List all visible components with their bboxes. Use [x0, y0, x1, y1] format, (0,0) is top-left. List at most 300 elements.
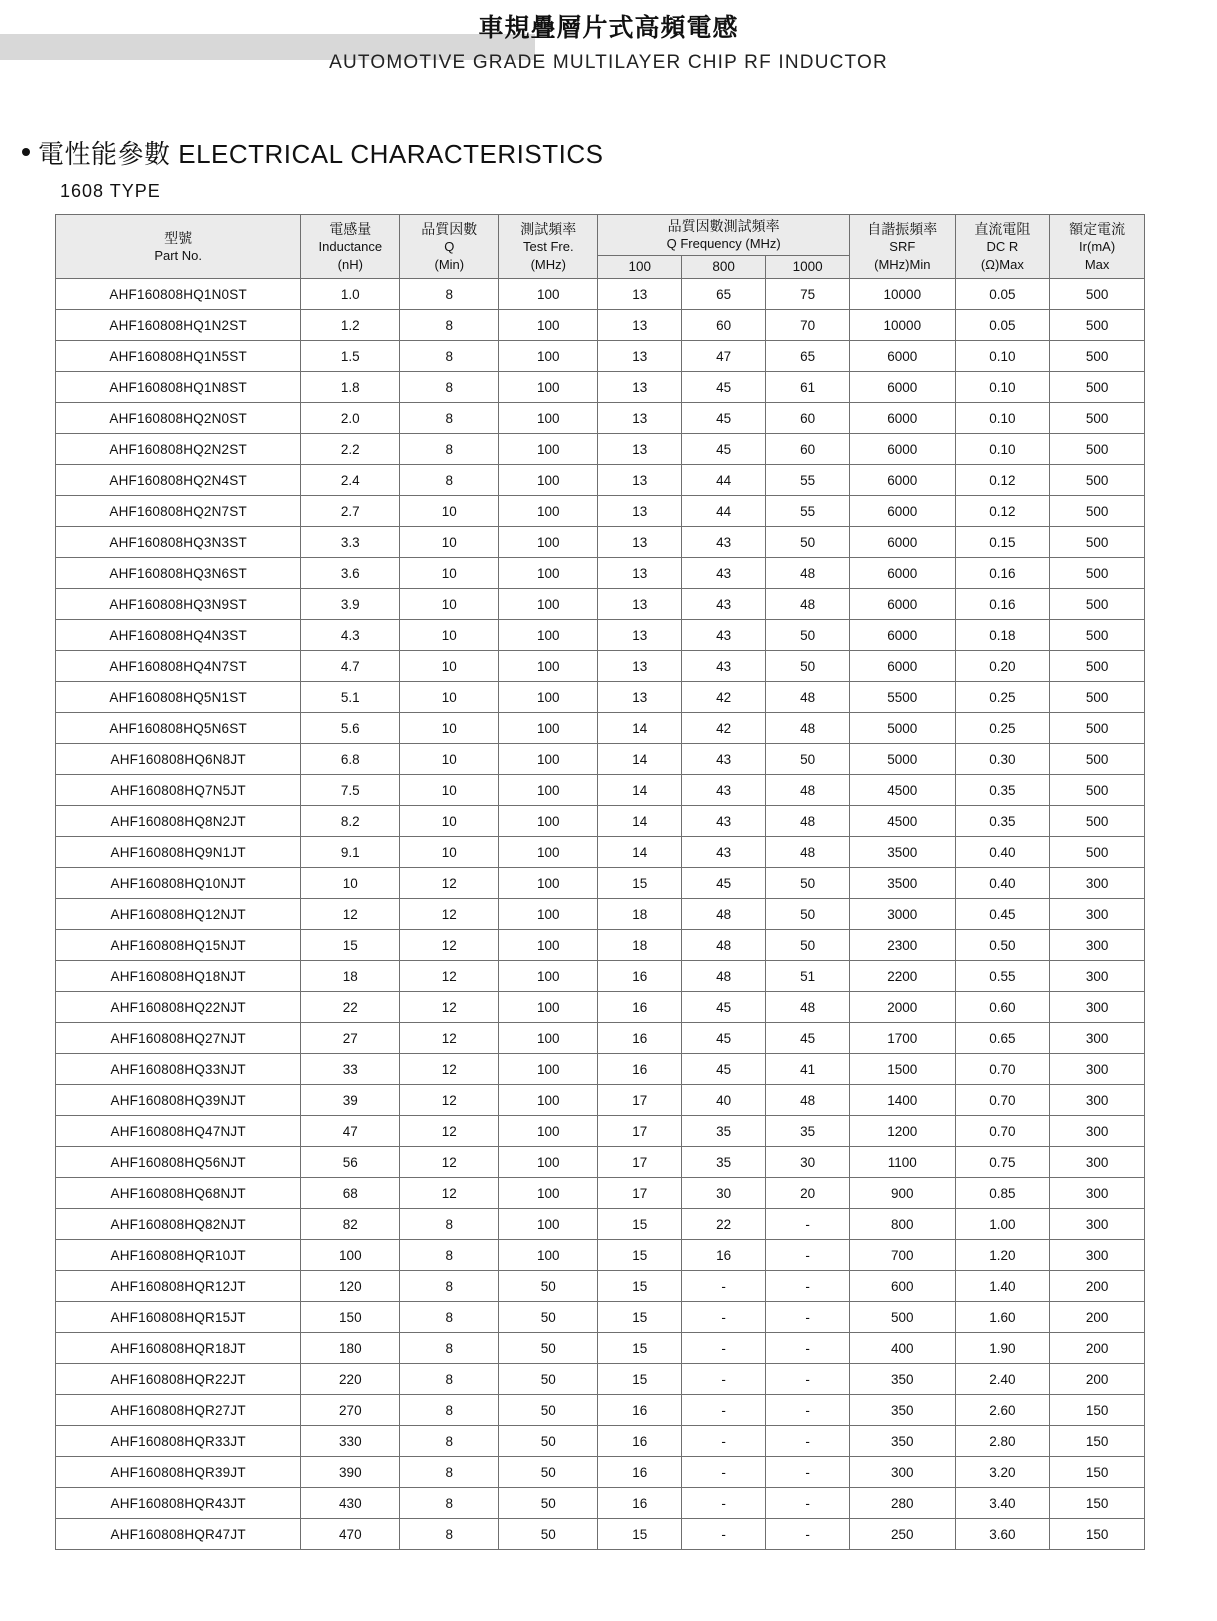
- cell-value: 10: [400, 775, 499, 806]
- cell-part-no: AHF160808HQ2N0ST: [56, 403, 301, 434]
- cell-value: 300: [1050, 899, 1145, 930]
- cell-value: 1.0: [301, 279, 400, 310]
- cell-value: -: [766, 1240, 850, 1271]
- header-q-frequency-1000: 1000: [766, 256, 850, 279]
- cell-value: 0.65: [955, 1023, 1050, 1054]
- cell-value: 16: [598, 1488, 682, 1519]
- cell-value: 100: [499, 1116, 598, 1147]
- cell-value: 22: [301, 992, 400, 1023]
- cell-value: -: [682, 1519, 766, 1550]
- cell-value: 0.75: [955, 1147, 1050, 1178]
- cell-value: 1700: [850, 1023, 955, 1054]
- cell-value: 48: [766, 682, 850, 713]
- header-rated-current-unit: Max: [1084, 256, 1110, 272]
- cell-value: 0.30: [955, 744, 1050, 775]
- cell-part-no: AHF160808HQ6N8JT: [56, 744, 301, 775]
- cell-value: 13: [598, 620, 682, 651]
- table-row: [56, 1395, 1145, 1426]
- cell-value: 50: [499, 1395, 598, 1426]
- cell-value: 10: [400, 744, 499, 775]
- cell-value: 100: [499, 589, 598, 620]
- cell-value: 100: [499, 744, 598, 775]
- cell-value: 22: [682, 1209, 766, 1240]
- cell-value: 1.20: [955, 1240, 1050, 1271]
- table-row: [56, 279, 1145, 310]
- cell-value: 250: [850, 1519, 955, 1550]
- cell-value: 12: [400, 1085, 499, 1116]
- cell-value: 1.90: [955, 1333, 1050, 1364]
- header-q-frequency-800: 800: [682, 256, 766, 279]
- cell-value: 3.3: [301, 527, 400, 558]
- cell-part-no: AHF160808HQR27JT: [56, 1395, 301, 1426]
- cell-part-no: AHF160808HQ2N7ST: [56, 496, 301, 527]
- cell-value: 5000: [850, 713, 955, 744]
- spec-table-wrap: [55, 214, 1155, 1550]
- cell-value: 8: [400, 310, 499, 341]
- cell-value: 350: [850, 1364, 955, 1395]
- table-row: [56, 713, 1145, 744]
- cell-part-no: AHF160808HQ12NJT: [56, 899, 301, 930]
- cell-value: 500: [1050, 434, 1145, 465]
- cell-value: 100: [499, 620, 598, 651]
- cell-value: 5.6: [301, 713, 400, 744]
- cell-value: -: [766, 1333, 850, 1364]
- cell-value: 17: [598, 1147, 682, 1178]
- cell-value: 8: [400, 1519, 499, 1550]
- header-q-frequency-100: 100: [598, 256, 682, 279]
- cell-value: 15: [598, 1240, 682, 1271]
- cell-value: 220: [301, 1364, 400, 1395]
- cell-value: 12: [400, 930, 499, 961]
- cell-value: 44: [682, 496, 766, 527]
- table-row: [56, 434, 1145, 465]
- cell-value: 7.5: [301, 775, 400, 806]
- cell-value: 2000: [850, 992, 955, 1023]
- cell-value: -: [682, 1333, 766, 1364]
- header-rated-current-cn: 額定電流: [1069, 220, 1126, 237]
- table-row: [56, 1364, 1145, 1395]
- cell-value: 13: [598, 279, 682, 310]
- cell-value: 470: [301, 1519, 400, 1550]
- cell-value: 8: [400, 1240, 499, 1271]
- cell-value: 43: [682, 837, 766, 868]
- cell-value: 16: [682, 1240, 766, 1271]
- cell-value: 100: [499, 868, 598, 899]
- header-srf-cn: 自諧振頻率: [867, 220, 938, 237]
- cell-value: 300: [1050, 1085, 1145, 1116]
- cell-value: 55: [766, 496, 850, 527]
- table-row: [56, 744, 1145, 775]
- cell-part-no: AHF160808HQR22JT: [56, 1364, 301, 1395]
- cell-value: 16: [598, 1395, 682, 1426]
- cell-value: 43: [682, 775, 766, 806]
- table-row: [56, 1302, 1145, 1333]
- cell-value: 100: [499, 403, 598, 434]
- cell-value: 0.16: [955, 589, 1050, 620]
- cell-value: 50: [499, 1426, 598, 1457]
- document-title-cn: 車規疊層片式高頻電感: [478, 13, 739, 42]
- header-dcr-unit: (Ω)Max: [980, 256, 1024, 272]
- cell-value: 48: [682, 961, 766, 992]
- cell-value: 5000: [850, 744, 955, 775]
- cell-value: 75: [766, 279, 850, 310]
- document-title-en: AUTOMOTIVE GRADE MULTILAYER CHIP RF INDUCTOR: [329, 52, 888, 73]
- cell-value: 6000: [850, 651, 955, 682]
- cell-value: 6000: [850, 589, 955, 620]
- cell-value: 60: [766, 434, 850, 465]
- cell-value: 12: [400, 1178, 499, 1209]
- electrical-characteristics-section: [0, 134, 1217, 202]
- cell-value: 6000: [850, 620, 955, 651]
- cell-value: 100: [499, 775, 598, 806]
- cell-part-no: AHF160808HQR47JT: [56, 1519, 301, 1550]
- cell-value: 8: [400, 403, 499, 434]
- cell-value: 2.7: [301, 496, 400, 527]
- cell-value: 48: [682, 899, 766, 930]
- cell-value: 17: [598, 1085, 682, 1116]
- cell-value: 2.0: [301, 403, 400, 434]
- cell-value: 15: [598, 1333, 682, 1364]
- cell-part-no: AHF160808HQ1N0ST: [56, 279, 301, 310]
- cell-value: 16: [598, 1054, 682, 1085]
- cell-value: 30: [766, 1147, 850, 1178]
- cell-value: 8.2: [301, 806, 400, 837]
- cell-value: 4.7: [301, 651, 400, 682]
- cell-part-no: AHF160808HQ9N1JT: [56, 837, 301, 868]
- cell-value: 8: [400, 1457, 499, 1488]
- cell-value: 10: [400, 837, 499, 868]
- cell-value: 350: [850, 1426, 955, 1457]
- cell-part-no: AHF160808HQR15JT: [56, 1302, 301, 1333]
- cell-value: 50: [766, 744, 850, 775]
- cell-value: 0.25: [955, 682, 1050, 713]
- cell-value: 100: [499, 806, 598, 837]
- cell-value: 45: [682, 403, 766, 434]
- cell-value: 6.8: [301, 744, 400, 775]
- cell-value: -: [682, 1271, 766, 1302]
- cell-value: 100: [499, 651, 598, 682]
- cell-value: 500: [1050, 713, 1145, 744]
- cell-value: 500: [1050, 837, 1145, 868]
- cell-part-no: AHF160808HQ82NJT: [56, 1209, 301, 1240]
- cell-value: 12: [400, 1147, 499, 1178]
- cell-value: 100: [499, 279, 598, 310]
- cell-value: 100: [499, 837, 598, 868]
- cell-value: 300: [850, 1457, 955, 1488]
- table-row: [56, 465, 1145, 496]
- table-row: [56, 1054, 1145, 1085]
- cell-value: 300: [1050, 930, 1145, 961]
- cell-value: 500: [1050, 589, 1145, 620]
- cell-value: 3.9: [301, 589, 400, 620]
- cell-value: 500: [1050, 310, 1145, 341]
- cell-value: 15: [598, 1271, 682, 1302]
- cell-value: 0.35: [955, 806, 1050, 837]
- table-row: [56, 372, 1145, 403]
- cell-value: 16: [598, 1426, 682, 1457]
- cell-part-no: AHF160808HQ39NJT: [56, 1085, 301, 1116]
- cell-value: 1.40: [955, 1271, 1050, 1302]
- table-row: [56, 1178, 1145, 1209]
- table-row: [56, 310, 1145, 341]
- cell-value: 100: [499, 434, 598, 465]
- cell-part-no: AHF160808HQ1N8ST: [56, 372, 301, 403]
- subsection-title: 1608 TYPE: [60, 181, 161, 201]
- cell-value: 390: [301, 1457, 400, 1488]
- header-dcr-en: DC R: [986, 238, 1019, 254]
- cell-value: 6000: [850, 434, 955, 465]
- cell-value: 12: [400, 899, 499, 930]
- cell-value: 900: [850, 1178, 955, 1209]
- header-test-frequency-unit: (MHz): [530, 256, 566, 272]
- cell-part-no: AHF160808HQ33NJT: [56, 1054, 301, 1085]
- header-dcr: [955, 215, 1050, 279]
- cell-value: 0.20: [955, 651, 1050, 682]
- cell-value: 9.1: [301, 837, 400, 868]
- cell-part-no: AHF160808HQR39JT: [56, 1457, 301, 1488]
- cell-part-no: AHF160808HQ18NJT: [56, 961, 301, 992]
- cell-value: 12: [400, 992, 499, 1023]
- cell-value: 100: [499, 961, 598, 992]
- cell-value: 47: [682, 341, 766, 372]
- cell-value: 51: [766, 961, 850, 992]
- cell-value: 2.2: [301, 434, 400, 465]
- table-row: [56, 1085, 1145, 1116]
- table-row: [56, 620, 1145, 651]
- cell-value: 300: [1050, 1178, 1145, 1209]
- cell-part-no: AHF160808HQ15NJT: [56, 930, 301, 961]
- cell-value: 270: [301, 1395, 400, 1426]
- cell-value: 47: [301, 1116, 400, 1147]
- table-row: [56, 682, 1145, 713]
- electrical-characteristics-table: [55, 214, 1145, 1550]
- table-row: [56, 1333, 1145, 1364]
- cell-value: 4.3: [301, 620, 400, 651]
- cell-value: 8: [400, 1426, 499, 1457]
- cell-value: 15: [598, 1209, 682, 1240]
- cell-value: 150: [1050, 1395, 1145, 1426]
- table-row: [56, 930, 1145, 961]
- header-test-frequency-cn: 測試頻率: [520, 220, 577, 237]
- cell-value: 0.70: [955, 1054, 1050, 1085]
- cell-value: 43: [682, 806, 766, 837]
- cell-value: 45: [682, 372, 766, 403]
- cell-value: 8: [400, 434, 499, 465]
- header-inductance-unit: (nH): [337, 256, 363, 272]
- cell-value: 0.55: [955, 961, 1050, 992]
- cell-value: 1.8: [301, 372, 400, 403]
- cell-value: 8: [400, 465, 499, 496]
- cell-value: 13: [598, 372, 682, 403]
- header-part-no-cn: 型號: [164, 229, 193, 246]
- cell-value: 12: [400, 868, 499, 899]
- cell-value: 10: [301, 868, 400, 899]
- cell-value: 500: [1050, 527, 1145, 558]
- cell-value: 0.10: [955, 434, 1050, 465]
- cell-value: 13: [598, 496, 682, 527]
- cell-value: 43: [682, 527, 766, 558]
- cell-value: 50: [499, 1364, 598, 1395]
- cell-value: 150: [1050, 1519, 1145, 1550]
- cell-value: 6000: [850, 372, 955, 403]
- cell-value: 3500: [850, 868, 955, 899]
- cell-value: -: [682, 1426, 766, 1457]
- header-rated-current: [1050, 215, 1145, 279]
- cell-value: 13: [598, 558, 682, 589]
- cell-value: 50: [766, 868, 850, 899]
- cell-value: 20: [766, 1178, 850, 1209]
- cell-value: 43: [682, 589, 766, 620]
- cell-value: 35: [682, 1116, 766, 1147]
- cell-value: 61: [766, 372, 850, 403]
- cell-value: 0.15: [955, 527, 1050, 558]
- cell-value: 100: [499, 1209, 598, 1240]
- cell-value: 60: [766, 403, 850, 434]
- cell-value: -: [682, 1457, 766, 1488]
- table-row: [56, 1023, 1145, 1054]
- table-row: [56, 806, 1145, 837]
- cell-value: 6000: [850, 465, 955, 496]
- cell-value: 10: [400, 713, 499, 744]
- header-q-cn: 品質因數: [421, 220, 478, 237]
- cell-value: 16: [598, 961, 682, 992]
- cell-part-no: AHF160808HQ4N7ST: [56, 651, 301, 682]
- cell-part-no: AHF160808HQ1N5ST: [56, 341, 301, 372]
- cell-value: 12: [400, 1023, 499, 1054]
- cell-value: 350: [850, 1395, 955, 1426]
- header-srf: [850, 215, 955, 279]
- cell-value: 45: [766, 1023, 850, 1054]
- cell-value: 500: [1050, 496, 1145, 527]
- cell-value: 1500: [850, 1054, 955, 1085]
- cell-value: 1.5: [301, 341, 400, 372]
- cell-value: -: [682, 1395, 766, 1426]
- cell-value: 500: [1050, 372, 1145, 403]
- cell-value: 700: [850, 1240, 955, 1271]
- cell-part-no: AHF160808HQ22NJT: [56, 992, 301, 1023]
- cell-value: 150: [1050, 1488, 1145, 1519]
- cell-value: 50: [766, 651, 850, 682]
- cell-part-no: AHF160808HQ1N2ST: [56, 310, 301, 341]
- cell-value: 500: [1050, 620, 1145, 651]
- cell-value: 3000: [850, 899, 955, 930]
- cell-value: 500: [1050, 744, 1145, 775]
- cell-value: 45: [682, 868, 766, 899]
- cell-value: 6000: [850, 527, 955, 558]
- cell-part-no: AHF160808HQ8N2JT: [56, 806, 301, 837]
- table-row: [56, 403, 1145, 434]
- cell-value: 55: [766, 465, 850, 496]
- cell-value: 14: [598, 837, 682, 868]
- table-row: [56, 961, 1145, 992]
- table-row: [56, 341, 1145, 372]
- cell-part-no: AHF160808HQ10NJT: [56, 868, 301, 899]
- table-row: [56, 496, 1145, 527]
- cell-value: 10: [400, 558, 499, 589]
- section-title: 電性能參數 ELECTRICAL CHARACTERISTICS: [38, 139, 604, 169]
- cell-value: 0.45: [955, 899, 1050, 930]
- cell-value: 8: [400, 1271, 499, 1302]
- cell-part-no: AHF160808HQR12JT: [56, 1271, 301, 1302]
- cell-value: -: [682, 1302, 766, 1333]
- cell-value: 50: [766, 620, 850, 651]
- cell-value: 100: [499, 341, 598, 372]
- cell-value: 100: [499, 930, 598, 961]
- cell-value: 500: [1050, 651, 1145, 682]
- cell-value: 13: [598, 682, 682, 713]
- cell-value: 1200: [850, 1116, 955, 1147]
- cell-value: 48: [766, 837, 850, 868]
- cell-value: 500: [1050, 403, 1145, 434]
- cell-value: 6000: [850, 403, 955, 434]
- cell-value: 17: [598, 1116, 682, 1147]
- cell-value: 30: [682, 1178, 766, 1209]
- header-test-frequency: [499, 215, 598, 279]
- cell-part-no: AHF160808HQ7N5JT: [56, 775, 301, 806]
- cell-value: 3500: [850, 837, 955, 868]
- cell-value: 15: [598, 868, 682, 899]
- cell-value: 0.25: [955, 713, 1050, 744]
- cell-value: -: [682, 1364, 766, 1395]
- header-inductance-cn: 電感量: [329, 220, 372, 237]
- cell-value: 45: [682, 992, 766, 1023]
- cell-value: 68: [301, 1178, 400, 1209]
- table-row: [56, 1116, 1145, 1147]
- page-header: [0, 0, 1217, 96]
- cell-value: 8: [400, 1488, 499, 1519]
- header-titles: [0, 12, 1217, 78]
- cell-value: 10: [400, 682, 499, 713]
- cell-value: 50: [499, 1488, 598, 1519]
- cell-value: 4500: [850, 806, 955, 837]
- cell-value: 65: [682, 279, 766, 310]
- cell-value: 45: [682, 1054, 766, 1085]
- cell-value: 500: [1050, 775, 1145, 806]
- cell-value: 16: [598, 1023, 682, 1054]
- cell-value: -: [766, 1426, 850, 1457]
- header-q-frequency-en: Q Frequency (MHz): [666, 236, 781, 251]
- cell-value: -: [766, 1488, 850, 1519]
- cell-value: 300: [1050, 868, 1145, 899]
- cell-value: 8: [400, 372, 499, 403]
- cell-value: 330: [301, 1426, 400, 1457]
- section-heading: [22, 134, 1217, 171]
- table-row: [56, 558, 1145, 589]
- cell-value: 10: [400, 496, 499, 527]
- cell-value: 800: [850, 1209, 955, 1240]
- cell-value: 500: [1050, 279, 1145, 310]
- table-row: [56, 992, 1145, 1023]
- cell-value: 12: [301, 899, 400, 930]
- table-row: [56, 651, 1145, 682]
- cell-part-no: AHF160808HQR10JT: [56, 1240, 301, 1271]
- cell-value: 56: [301, 1147, 400, 1178]
- cell-value: 0.10: [955, 372, 1050, 403]
- table-row: [56, 1426, 1145, 1457]
- cell-value: -: [766, 1395, 850, 1426]
- cell-part-no: AHF160808HQ2N2ST: [56, 434, 301, 465]
- table-row: [56, 1147, 1145, 1178]
- cell-value: 4500: [850, 775, 955, 806]
- cell-value: 0.16: [955, 558, 1050, 589]
- cell-value: 10000: [850, 279, 955, 310]
- cell-value: 15: [598, 1364, 682, 1395]
- cell-value: 48: [766, 992, 850, 1023]
- cell-value: 430: [301, 1488, 400, 1519]
- cell-value: 200: [1050, 1333, 1145, 1364]
- cell-value: 41: [766, 1054, 850, 1085]
- cell-value: 1.60: [955, 1302, 1050, 1333]
